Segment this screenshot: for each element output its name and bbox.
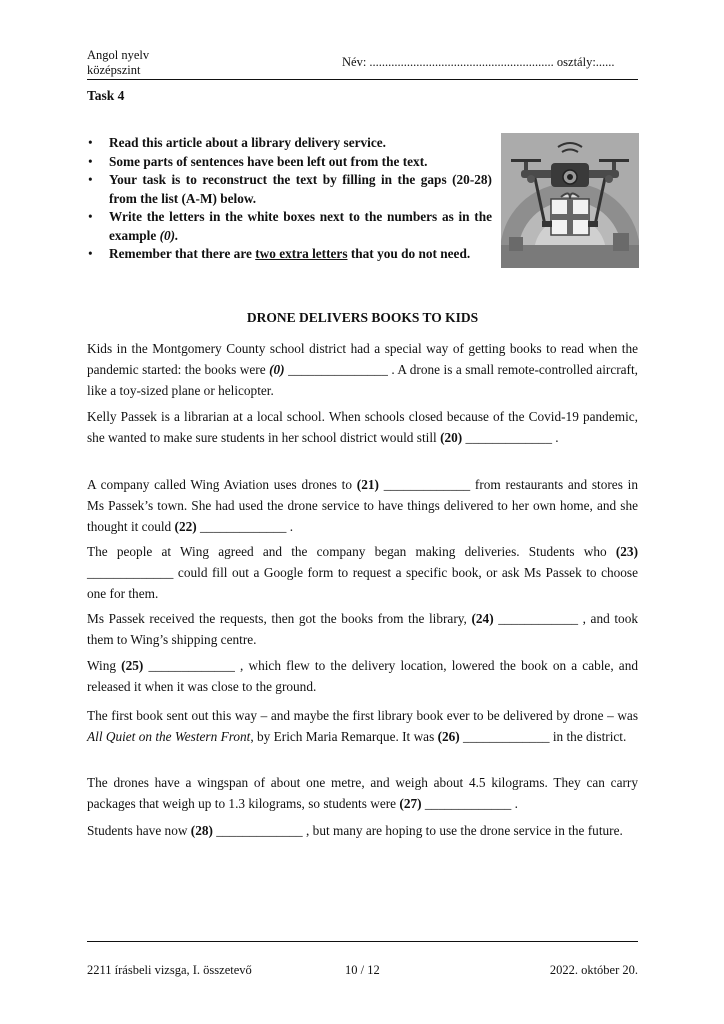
name-class-line: Név: ........................................................... osztály:...... [342, 55, 615, 69]
task-title: Task 4 [87, 88, 125, 103]
gap-number: (23) [615, 544, 638, 559]
footer-exam: 2211 írásbeli vizsga, I. összetevő [87, 963, 252, 977]
bullet-icon: • [88, 135, 93, 150]
gap-number: (21) [356, 477, 379, 492]
article-title: DRONE DELIVERS BOOKS TO KIDS [246, 310, 479, 325]
footer-divider [87, 941, 638, 942]
instruction-item: • Some parts of sentences have been left out from the text. [87, 153, 492, 172]
article-paragraph: Wing (25) _____________ , which flew to the delivery location, lowered the book on a cable, and released it when it was close to the ground. [87, 658, 638, 694]
instructions-list [87, 134, 492, 264]
book-title: All Quiet on the Western Front [87, 729, 251, 744]
article-paragraph: The people at Wing agreed and the company began making deliveries. Students who (23) _____________ could fill out a Google form to request a specific book, or ask Ms Passek to choose one for them. [87, 544, 638, 601]
gap-number: (22) [174, 519, 197, 534]
article-paragraph: Ms Passek received the requests, then got the books from the library, (24) ____________ , and took them to Wing’s shipping centre. [87, 611, 638, 647]
article-paragraph: Kelly Passek is a librarian at a local school. When schools closed because of the Covid-19 pandemic, she wanted to make sure students in her school district would still (20) _____________ . [87, 409, 638, 445]
bullet-icon: • [88, 209, 93, 224]
gap-number: (25) [121, 658, 144, 673]
article-paragraph: The first book sent out this way – and maybe the first library book ever to be delivered by drone – was All Quiet on the Western Front, by Erich Maria Remarque. It was (26) _____________ in the district. [87, 708, 638, 744]
instruction-item: • Your task is to reconstruct the text by filling in the gaps (20-28) from the list (A-M) below. [88, 172, 492, 206]
bullet-icon: • [88, 172, 93, 187]
drone-illustration [501, 133, 639, 268]
instruction-item: • Read this article about a library delivery service. [87, 134, 492, 153]
gap-number: (24) [471, 611, 494, 626]
instruction-item: • Write the letters in the white boxes next to the numbers as in the example (0). [88, 209, 492, 243]
instruction-item: • Remember that there are two extra letters that you do not need. [87, 245, 492, 264]
gap-number: (20) [440, 430, 463, 445]
gap-number: (28) [190, 823, 213, 838]
article-paragraph: A company called Wing Aviation uses drones to (21) _____________ from restaurants and stores in Ms Passek’s town. She had used the drone service to have things delivered to her own home, and she thought it could (22) _____________ . [87, 477, 638, 534]
header-subject: Angol nyelv [87, 48, 150, 62]
bullet-icon: • [88, 246, 93, 261]
header-subject-block [87, 48, 149, 78]
gap-number: (0) [269, 362, 285, 377]
header-divider [87, 79, 638, 80]
gap-number: (27) [399, 796, 422, 811]
footer-page-number: 10 / 12 [345, 963, 380, 977]
header-level: középszint [87, 63, 141, 77]
article-paragraph: Students have now (28) _____________ , but many are hoping to use the drone service in the future. [87, 823, 623, 838]
article-paragraph: The drones have a wingspan of about one metre, and weigh about 4.5 kilograms. They can carry packages that weigh up to 1.3 kilograms, so students were (27) _____________ . [87, 775, 638, 811]
footer-date: 2022. október 20. [549, 963, 638, 977]
article-paragraph: Kids in the Montgomery County school district had a special way of getting books to read when the pandemic started: the books were (0) _______________ . A drone is a small remote-controlled aircraft, like a toy-sized plane or helicopter. [87, 341, 638, 398]
gap-number: (26) [437, 729, 460, 744]
bullet-icon: • [88, 153, 93, 169]
